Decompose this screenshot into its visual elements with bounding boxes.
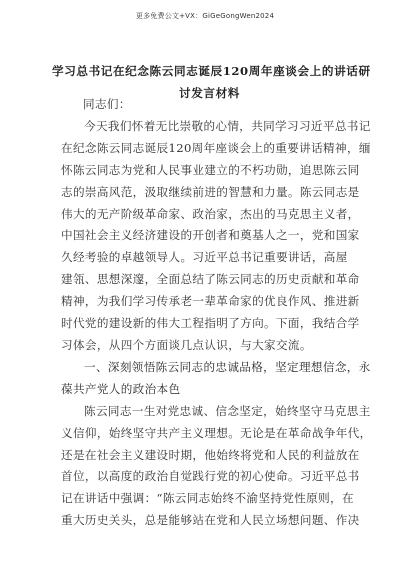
text-line: 在纪念陈云同志诞辰120周年座谈会上的重要讲话精神，缅 (61, 140, 371, 155)
text-line: 中国社会主义经济建设的开创者和奠基人之一，党和国家 (61, 228, 360, 243)
paragraph-section-1 (61, 401, 372, 532)
text-line: 伟大的无产阶级革命家、政治家，杰出的马克思主义者， (61, 206, 360, 221)
text-line: 怀陈云同志为党和人民事业建立的不朽功勋，追思陈云同 (61, 162, 360, 177)
section-heading-1 (61, 357, 371, 401)
heading-line: 一、深刻领悟陈云同志的忠诚品格，坚定理想信念，永 (84, 359, 371, 374)
header-note: 更多免费公文+VX：GiGeGongWen2024 (135, 12, 275, 20)
title-line-2: 讨发言材料 (179, 86, 240, 100)
text-line: 今天我们怀着无比崇敬的心情，共同学习习近平总书记 (84, 118, 371, 133)
title-line-1: 学习总书记在纪念陈云同志诞辰120周年座谈会上的讲话研 (52, 64, 371, 78)
text-line: 重大历史关头，总是能够站在党和人民立场想问题、作决 (61, 513, 360, 528)
text-line: 义信仰，始终坚守共产主义理想。无论是在革命战争年代， (61, 425, 372, 440)
text-line: 习体会，从四个方面谈几点认识，与大家交流。 (61, 337, 312, 352)
document-body (61, 94, 372, 532)
paragraph-intro (61, 116, 371, 357)
text-line: 陈云同志一生对党忠诚、信念坚定，始终坚守马克思主 (84, 403, 371, 418)
text-line: 久经考验的卓越领导人。习近平总书记重要讲话，高屋 (61, 250, 348, 265)
text-line: 还是在社会主义建设时期，他始终将党和人民的利益放在 (61, 447, 360, 462)
text-line: 精神，为我们学习传承老一辈革命家的优良作风、推进新 (61, 294, 360, 309)
text-line: 志的崇高风范，汲取继续前进的智慧和力量。陈云同志是 (61, 184, 360, 199)
salutation: 同志们： (83, 97, 131, 111)
text-line: 记在讲话中强调：“陈云同志始终不渝坚持党性原则，在 (61, 491, 354, 506)
text-line: 首位，以高度的政治自觉践行党的初心使命。习近平总书 (61, 469, 360, 484)
text-line: 时代党的建设新的伟大工程指明了方向。下面，我结合学 (61, 316, 360, 331)
heading-line: 葆共产党人的政治本色 (61, 381, 181, 396)
text-line: 建瓴、思想深邃，全面总结了陈云同志的历史贡献和革命 (61, 272, 360, 287)
